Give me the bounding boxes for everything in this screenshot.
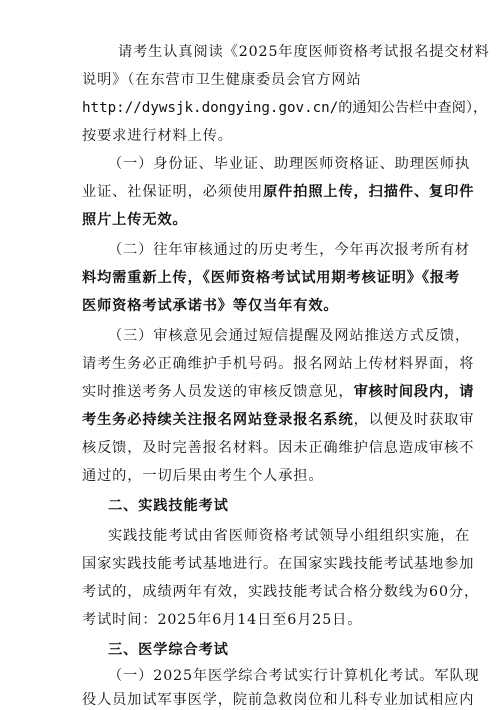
paragraph-5-line-1: 实践技能考试由省医师资格考试领导小组组织实施，在 (108, 528, 471, 544)
paragraph-5-line-2: 国家实践技能考试基地进行。在国家实践技能考试基地参加 (82, 556, 475, 572)
paragraph-1-line-4: 按要求进行材料上传。 (82, 128, 233, 144)
paragraph-4-line-4 (82, 410, 474, 430)
paragraph-3-line-3: 医师资格考试承诺书》等仅当年有效。 (82, 298, 339, 314)
paragraph-4-line-4-bold: 考生务必持续关注报名网站登录报名系统 (82, 412, 354, 428)
paragraph-2-line-3: 照片上传无效。 (82, 212, 188, 228)
paragraph-4-line-4-normal: ，以便及时获取审 (353, 412, 475, 428)
paragraph-2-line-2-normal: 业证、社保证明，必须使用 (82, 184, 264, 200)
paragraph-1-line-1: 请考生认真阅读《2025年度医师资格考试报名提交材料 (118, 44, 490, 60)
paragraph-3-line-2: 料均需重新上传，《医师资格考试试用期考核证明》《报考 (82, 270, 461, 286)
paragraph-5-line-4: 考试时间：2025年6月14日至6月25日。 (82, 612, 363, 628)
paragraph-4-line-3 (82, 382, 474, 402)
paragraph-2-line-2 (82, 182, 474, 202)
paragraph-5-line-3: 考试的，成绩两年有效，实践技能考试合格分数线为60分， (82, 584, 480, 600)
paragraph-1-line-3: http://dywsjk.dongying.gov.cn/的通知公告栏中查阅）， (82, 100, 488, 116)
paragraph-4-line-5: 核反馈，及时完善报名材料。因未正确维护信息造成审核不 (82, 440, 475, 456)
paragraph-2-line-1: （一）身份证、毕业证、助理医师资格证、助理医师执 (108, 156, 471, 172)
paragraph-4-line-6: 通过的，一切后果由考生个人承担。 (82, 468, 324, 484)
paragraph-4-line-1: （三）审核意见会通过短信提醒及网站推送方式反馈， (108, 328, 471, 344)
paragraph-4-line-3-bold: 审核时间段内，请 (353, 384, 475, 400)
paragraph-1-line-2: 说明》（在东营市卫生健康委员会官方网站 (82, 72, 362, 88)
section-heading-practical-exam: 二、实践技能考试 (108, 498, 229, 514)
section-heading-comprehensive-exam: 三、医学综合考试 (108, 642, 229, 658)
paragraph-6-line-2: 役人员加试军事医学，院前急救岗位和儿科专业加试相应内 (82, 692, 475, 708)
paragraph-2-line-2-bold: 原件拍照上传，扫描件、复印件 (263, 184, 475, 200)
paragraph-4-line-2: 请考生务必正确维护手机号码。报名网站上传材料界面，将 (82, 356, 475, 372)
paragraph-3-line-1: （二）往年审核通过的历史考生，今年再次报考所有材 (108, 242, 471, 258)
paragraph-4-line-3-normal: 实时推送考务人员发送的审核反馈意见， (82, 384, 354, 400)
paragraph-6-line-1: （一）2025年医学综合考试实行计算机化考试。军队现 (108, 668, 480, 684)
